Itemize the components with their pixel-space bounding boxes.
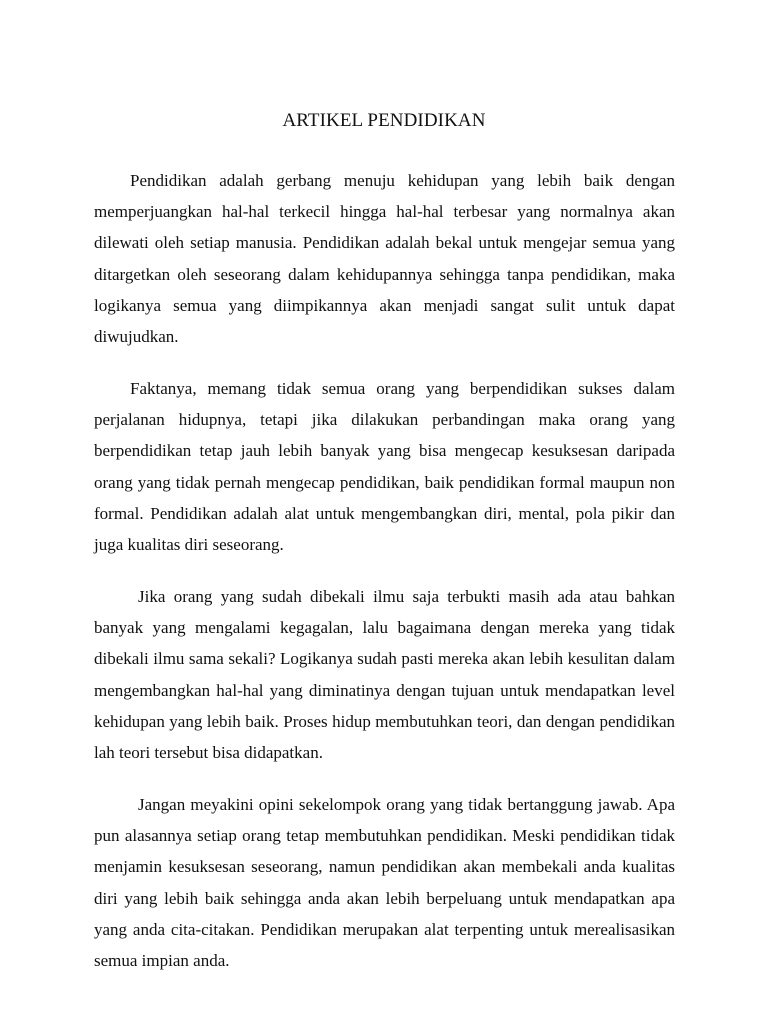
page-title: ARTIKEL PENDIDIKAN [282, 110, 486, 131]
paragraph-2: Faktanya, memang tidak semua orang yang berpendidikan sukses dalam perjalanan hidupnya, tetapi jika dilakukan perbandingan maka orang yang berpendidikan tetap jauh lebih banyak yang bisa mengecap kesuksesan daripada orang yang tidak pernah mengecap pendidikan, baik pendidikan formal maupun non formal. Pendidikan adalah alat untuk mengembangkan diri, mental, pola pikir dan juga kualitas diri seseorang. [94, 379, 675, 555]
paragraph-4: Jangan meyakini opini sekelompok orang yang tidak bertanggung jawab. Apa pun alasannya setiap orang tetap membutuhkan pendidikan. Meski pendidikan tidak menjamin kesuksesan seseorang, namun pendidikan akan membekali anda kualitas diri yang lebih baik sehingga anda akan lebih berpeluang untuk mendapatkan apa yang anda cita-citakan. Pendidikan merupakan alat terpenting untuk merealisasikan semua impian anda. [94, 795, 675, 971]
paragraph-1: Pendidikan adalah gerbang menuju kehidupan yang lebih baik dengan memperjuangkan hal-hal terkecil hingga hal-hal terbesar yang normalnya akan dilewati oleh setiap manusia. Pendidikan adalah bekal untuk mengejar semua yang ditargetkan oleh seseorang dalam kehidupannya sehingga tanpa pendidikan, maka logikanya semua yang diimpikannya akan menjadi sangat sulit untuk dapat diwujudkan. [94, 171, 675, 347]
paragraph-3: Jika orang yang sudah dibekali ilmu saja terbukti masih ada atau bahkan banyak yang mengalami kegagalan, lalu bagaimana dengan mereka yang tidak dibekali ilmu sama sekali? Logikanya sudah pasti mereka akan lebih kesulitan dalam mengembangkan hal-hal yang diminatinya dengan tujuan untuk mendapatkan level kehidupan yang lebih baik. Proses hidup membutuhkan teori, dan dengan pendidikan lah teori tersebut bisa didapatkan. [94, 587, 675, 763]
